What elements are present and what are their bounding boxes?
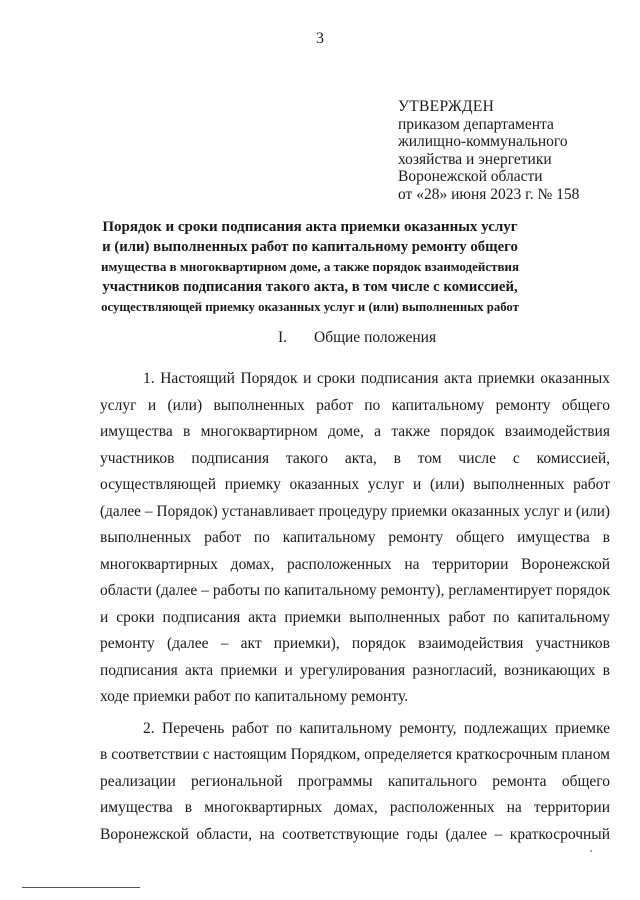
paragraph-line: 2. Перечень работ по капитальному ремонту, подлежащих приемке [143, 719, 610, 737]
title-line: осуществляющей приемку оказанных услуг и (или) выполненных работ [101, 300, 519, 314]
approval-line: хозяйства и энергетики [398, 150, 552, 168]
approval-line: приказом департамента [398, 115, 554, 133]
paragraph-line: и сроки подписания акта приемки выполненных работ по капитальному [100, 608, 610, 626]
paragraph-line: осуществляющей приемку оказанных услуг и (или) выполненных работ [100, 476, 610, 493]
paragraph-line: ремонту (далее – акт приемки), порядок взаимодействия участников [100, 635, 610, 652]
paragraph-line: услуг и (или) выполненных работ по капитальному ремонту общего [100, 396, 610, 414]
document-body [100, 366, 610, 848]
approval-line: Воронежской области [398, 168, 543, 186]
paragraph-line: реализации региональной программы капитального ремонта общего [100, 772, 610, 790]
approval-stamp [398, 98, 628, 204]
footer-rule [22, 887, 140, 888]
paragraph-line: 1. Настоящий Порядок и сроки подписания акта приемки оказанных [143, 370, 610, 387]
paragraph-1 [100, 366, 610, 711]
paragraph-line: ходе приемки работ по капитальному ремонту. [100, 688, 409, 705]
approval-date-line: от «28» июня 2023 г. № 158 [398, 185, 580, 203]
page-number: 3 [316, 30, 324, 47]
section-number: I. [278, 329, 288, 346]
paragraph-line: подписания акта приемки и урегулирования разногласий, возникающих в [100, 661, 610, 679]
paragraph-2 [100, 716, 610, 849]
paragraph-line: выполненных работ по капитальному ремонту общего имущества в [100, 529, 610, 546]
paragraph-line: в соответствии с настоящим Порядком, определяется краткосрочным планом [100, 746, 610, 763]
paragraph-line: Воронежской области, на соответствующие годы (далее – краткосрочный [100, 825, 610, 843]
approval-heading: УТВЕРЖДЕН [398, 98, 495, 115]
approval-line: жилищно-коммунального [398, 133, 568, 151]
document-title [100, 217, 520, 317]
scan-speck [590, 850, 592, 852]
paragraph-line: участников подписания такого акта, в том числе с комиссией, [100, 449, 610, 467]
paragraph-line: имущества в многоквартирном доме, а также порядок взаимодействия [100, 423, 610, 440]
section-title: Общие положения [314, 329, 437, 346]
title-line: и (или) выполненных работ по капитальному ремонту общего [102, 239, 518, 255]
paragraph-line: области (далее – работы по капитальному ремонту), регламентирует порядок [100, 582, 610, 599]
title-line: Порядок и сроки подписания акта приемки оказанных услуг [102, 219, 518, 235]
title-line: участников подписания такого акта, в том числе с комиссией, [102, 279, 518, 295]
paragraph-line: (далее – Порядок) устанавливает процедуру приемки оказанных услуг и (или) [100, 502, 610, 520]
paragraph-line: имущества в многоквартирных домах, расположенных на территории [100, 799, 610, 816]
paragraph-line: многоквартирных домах, расположенных на территории Воронежской [100, 555, 610, 573]
title-line: имущества в многоквартирном доме, а также порядок взаимодействия [100, 259, 520, 274]
